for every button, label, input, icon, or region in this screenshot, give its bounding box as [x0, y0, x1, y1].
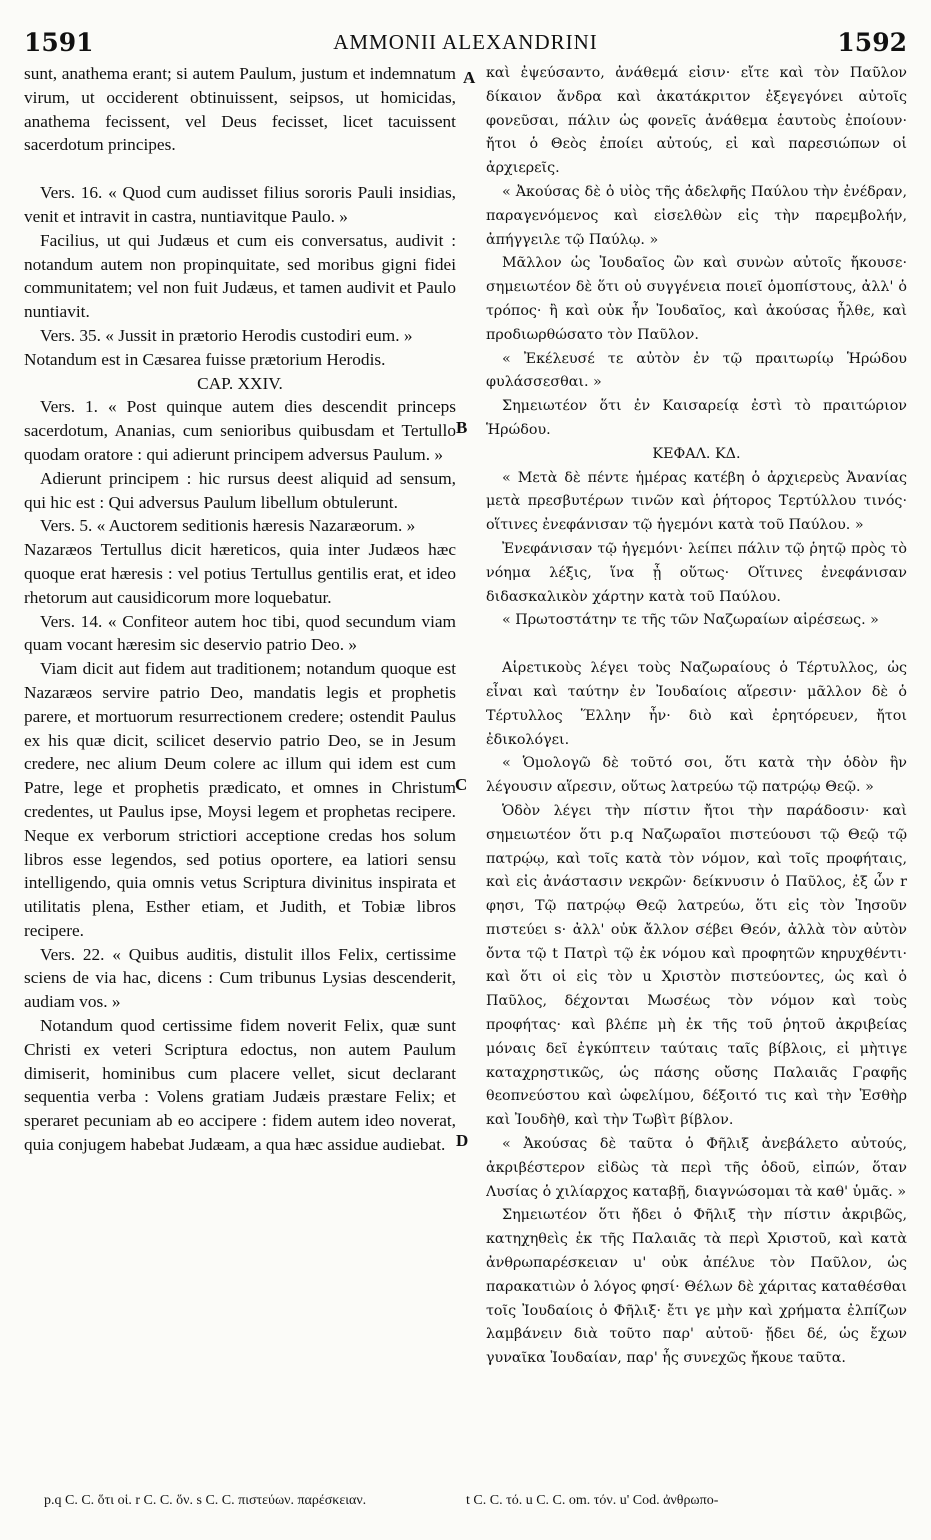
page-header [0, 28, 931, 62]
margin-letter-c: C [455, 775, 468, 794]
greek-paragraph: Μᾶλλον ὡς Ἰουδαῖος ὢν καὶ συνὼν αὐτοῖς ἤκουσε· σημειωτέον δὲ ὅτι οὐ συγγένεια ποιεῖ ὁμοπίστους, ἀλλ' ὁ τρόπος· ἢ καὶ οὐκ ἦν Ἰουδαῖος, καὶ ἀκούσας ἦλθε, καὶ προδιωρθώσατο τὸν Παῦλον. [486, 255, 907, 343]
latin-paragraph: sunt, anathema erant; si autem Paulum, justum et indemnatum virum, ut occiderent obtinuissent, seipsos, ut homicidas, anathema fecissent, vel Deus fecisset, licet tacuissent sacerdotum principes. [24, 64, 456, 155]
margin-letter-d: D [456, 1131, 469, 1150]
latin-chapter-heading: CAP. XXIV. [197, 373, 283, 393]
latin-verse: Vers. 16. « Quod cum audisset filius sororis Pauli insidias, venit et intravit in castra, nuntiavitque Paulo. » [24, 183, 456, 226]
greek-verse: « Ὁμολογῶ δὲ τοῦτό σοι, ὅτι κατὰ τὴν ὁδὸν ἣν λέγουσιν αἵρεσιν, οὕτως λατρεύω τῷ πατρῴῳ Θεῷ. » [486, 755, 907, 796]
greek-verse: « Μετὰ δὲ πέντε ἡμέρας κατέβη ὁ ἀρχιερεὺς Ἀνανίας μετὰ πρεσβυτέρων τινῶν καὶ ῥήτορος Τερτύλλου τινός· οἵτινες ἐνεφάνισαν τῷ ἡγεμόνι κατὰ τοῦ Παύλου. » [486, 469, 907, 534]
greek-paragraph: Σημειωτέον ὅτι ἤδει ὁ Φῆλιξ τὴν πίστιν ἀκριβῶς, κατηχηθεὶς ἐκ τῆς Παλαιᾶς τὰ περὶ Χριστοῦ, καὶ κατὰ ἀνθρωπαρέσκειαν u' οὐκ ἀπέλυε τὸν Παῦλον, ὡς παρακατιὼν ὁ λόγος φησί· Θέλων δὲ χάριτας καταθέσθαι τοῖς Ἰουδαίοις ὁ Φῆλιξ· ἔτι γε μὴν καὶ χρήματα ἐλπίζων λαμβάνειν διὰ τοῦτο παρ' αὐτοῦ· ᾔδει δέ, ὡς ἔχων γυναῖκα Ἰουδαίαν, παρ' ἧς συνεχῶς ἤκουε ταῦτα. [486, 1207, 907, 1367]
greek-paragraph: Σημειωτέον ὅτι ἐν Καισαρείᾳ ἐστὶ τὸ πραιτώριον Ἡρώδου. [486, 398, 907, 438]
greek-paragraph: καὶ ἐψεύσαντο, ἀνάθεμά εἰσιν· εἴτε καὶ τὸν Παῦλον δίκαιον ἄνδρα καὶ ἀκατάκριτον ἐξεγεγόνει αὐτοῖς φονεῦσαι, πάλιν ὡς φονεῖς ἀνάθεμα ἑαυτοὺς ἐποίουν· ἤτοι ὁ Θεὸς ἐποίει αὐτούς, εἰ καὶ παρεσιώπων οἱ ἀρχιερεῖς. [486, 65, 907, 177]
latin-paragraph: Notandum quod certissime fidem noverit Felix, quæ sunt Christi ex veteri Scriptura edoctus, non autem Paulum dimiserit, hominibus cum placere vellet, sicut declarant sequentia verba : Volens gratiam Judæis præstare Felix; et speraret pecuniam ab eo accipere : fidem autem ideo noverat, quia conjugem habebat Judæam, a qua hæc assidue audiebat. [24, 1016, 456, 1155]
footnotes-left: p.q C. C. ὅτι οἱ. r C. C. ὅν. s C. C. πιστεύων. παρέσκειαν. [44, 1493, 367, 1508]
greek-paragraph: Αἱρετικοὺς λέγει τοὺς Ναζωραίους ὁ Τέρτυλλος, ὡς εἶναι καὶ ταύτην ἐν Ἰουδαίοις αἵρεσιν· μᾶλλον δὲ ὁ Τέρτυλλος Ἕλλην ἦν· διὸ καὶ ἐρητόρευεν, ἤτοι ἐδικολόγει. [486, 660, 907, 748]
margin-letter-b: B [456, 418, 468, 437]
greek-chapter-heading: ΚΕΦΑΛ. ΚΔ. [652, 445, 741, 462]
latin-paragraph: Nazaræos Tertullus dicit hæreticos, quia inter Judæos hæc quoque erat hæresis : vel potius Tertullus gentilis erat, et ideo rhetorum aut causidicorum more loquebatur. [24, 540, 456, 607]
greek-column [486, 62, 907, 1371]
left-page-number: 1591 [24, 28, 94, 57]
latin-verse: Vers. 5. « Auctorem seditionis hæresis Nazaræorum. » [40, 516, 416, 536]
latin-column [24, 62, 456, 1157]
greek-paragraph: Ὁδὸν λέγει τὴν πίστιν ἤτοι τὴν παράδοσιν· καὶ σημειωτέον ὅτι p.q Ναζωραῖοι πιστεύουσι τῷ Θεῷ τῷ πατρῴῳ, καὶ τοῖς κατὰ τὸν νόμον, καὶ τοῖς προφήταις, καὶ εἰς ἀνάστασιν νεκρῶν· δείκνυσιν ὁ Παῦλος, ἐξ ὧν r φησι, Τῷ πατρῴῳ Θεῷ λατρεύω, ὅτι εἰς τὸν Ἰησοῦν πιστεύει s· ἀλλ' οὐκ ἄλλον σέβει Θεόν, ἀλλὰ τὸν αὐτὸν ὄντα τῷ t Πατρὶ τῷ ἐκ νόμου καὶ προφητῶν κηρυχθέντι· καὶ ὅτι οἱ εἰς τὸν u Χριστὸν πιστεύοντες, ὡς καὶ ὁ Παῦλος, δέχονται Μωσέως τὸν νόμον καὶ τοὺς προφήτας· καὶ βλέπε μὴ ἐκ τῆς τοῦ ῥητοῦ ἀκριβείας μόναις δεῖ ἐγκύπτειν ταύταις ταῖς βίβλοις, εἰ μὴτιγε καταχρηστικῶς, ὡς πάσης οὔσης Παλαιᾶς Γραφῆς θεοπνεύστου καὶ ὠφελίμου, δέξοιτό τις καὶ τὴν Ἐσθὴρ καὶ Ἰουδὴθ, καὶ τὴν Τωβὶτ βίβλον. [486, 802, 907, 1129]
latin-paragraph: Viam dicit aut fidem aut traditionem; notandum quoque est Nazaræos servire patrio Deo, mandatis legis et prophetis parere, et mortuorum resurrectionem credere; ostendit Paulus ex his quæ dicit, scilicet deservio patrio Deo, se in Jesum credere, nec alium Deum colere ac illum qui idem est cum Patre, lege et prophetis prædicato, et omnes in Christum credentes, ut Paulus ipse, Moysi legem et prophetas recipere. Neque ex verborum strictiori acceptione credas hos solum libros esse legendos, sed potius oportere, ea latiori sensu intelligendo, quia omnis vetus Scriptura divinitus inspirata et utilitatis plena, Esther etiam, et Judith, et Tobiæ libros recipere. [24, 659, 456, 940]
margin-letter-a: A [463, 68, 476, 87]
greek-verse: « Ἀκούσας δὲ ὁ υἱὸς τῆς ἀδελφῆς Παύλου τὴν ἐνέδραν, παραγενόμενος καὶ εἰσελθὼν εἰς τὴν παρεμβολήν, ἀπήγγειλε τῷ Παύλῳ. » [486, 183, 907, 248]
right-page-number: 1592 [837, 28, 907, 57]
running-title: AMMONII ALEXANDRINI [333, 30, 598, 54]
greek-verse: « Πρωτοστάτην τε τῆς τῶν Ναζωραίων αἱρέσεως. » [502, 612, 879, 629]
latin-verse: Vers. 14. « Confiteor autem hoc tibi, quod secundum viam quam vocant hæresim sic deservio patrio Deo. » [24, 611, 456, 655]
greek-paragraph: Ἐνεφάνισαν τῷ ἡγεμόνι· λείπει πάλιν τῷ ῥητῷ πρὸς τὸ νόημα λέξις, ἵνα ᾖ οὕτως· Οἵτινες ἐνεφάνισαν διδασκαλικὸν χάρτην κατὰ τοῦ Παύλου. [486, 540, 907, 605]
latin-verse: Vers. 1. « Post quinque autem dies descendit princeps sacerdotum, Ananias, cum senioribus quibusdam et Tertullo quodam oratore : qui adierunt principem adversus Paulum. » [24, 397, 456, 464]
latin-paragraph: Notandum est in Cæsarea fuisse prætorium Herodis. [24, 349, 386, 369]
footnotes-right: t C. C. τό. u C. C. om. τόν. u' Cod. ἀνθρωπο- [466, 1493, 719, 1508]
greek-verse: « Ἐκέλευσέ τε αὐτὸν ἐν τῷ πραιτωρίῳ Ἡρώδου φυλάσσεσθαι. » [486, 350, 907, 391]
latin-verse: Vers. 22. « Quibus auditis, distulit illos Felix, certissime sciens de via hac, dicens : Cum tribunus Lysias descenderit, audiam vos. » [24, 944, 456, 1012]
latin-verse: Vers. 35. « Jussit in prætorio Herodis custodiri eum. » [40, 325, 413, 345]
latin-paragraph: Facilius, ut qui Judæus et cum eis conversatus, audivit : notandum autem non propinquitate, sed moribus gigni fidei communitatem; vel non fuit Judæus, et tamen audivit et Paulo nuntiavit. [24, 230, 456, 322]
greek-verse: « Ἀκούσας δὲ ταῦτα ὁ Φῆλιξ ἀνεβάλετο αὐτούς, ἀκριβέστερον εἰδὼς τὰ περὶ τῆς ὁδοῦ, εἰπών, ὅταν Λυσίας ὁ χιλίαρχος καταβῇ, διαγνώσομαι τὰ καθ' ὑμᾶς. » [486, 1136, 907, 1200]
latin-paragraph: Adierunt principem : hic rursus deest aliquid ad sensum, qui hic est : Qui adversus Paulum libellum obtulerunt. [24, 468, 456, 512]
